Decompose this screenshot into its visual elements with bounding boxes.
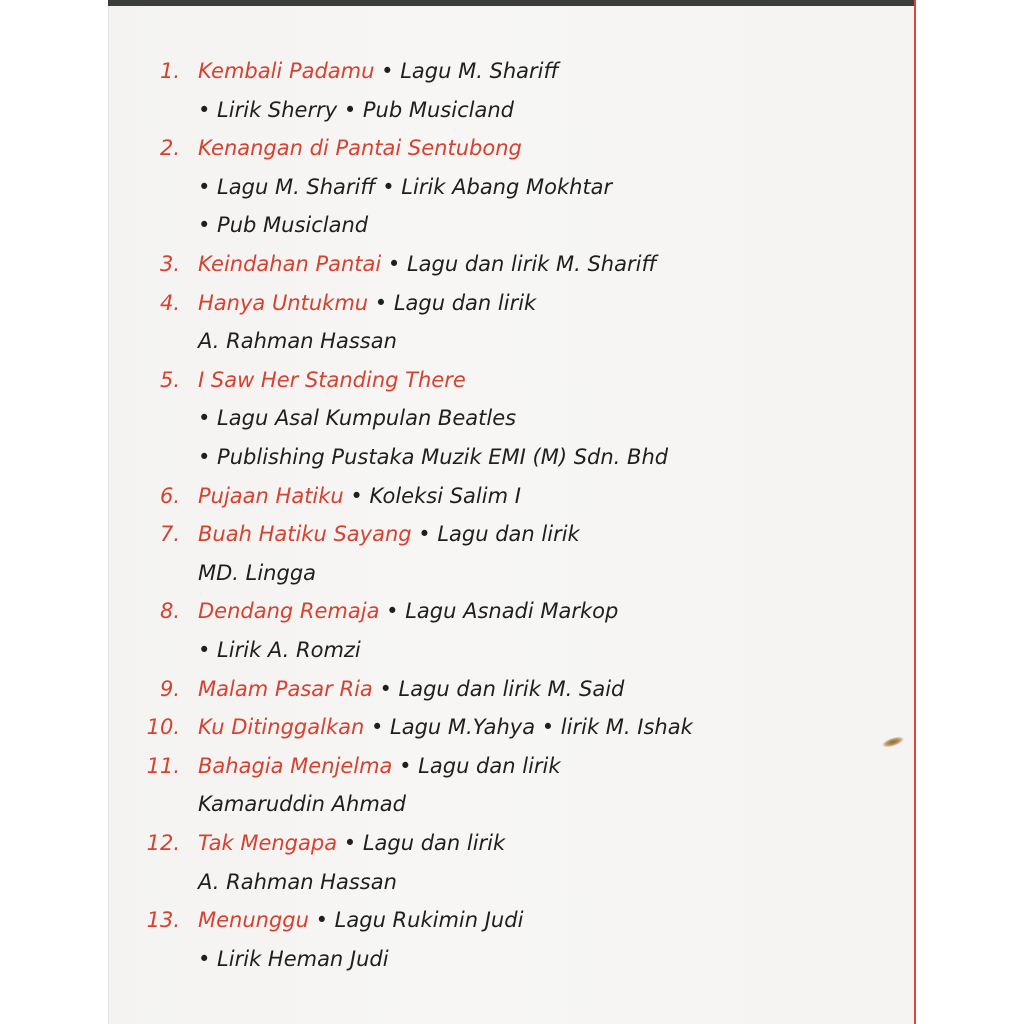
track-credits: • Lagu Rukimin Judi: [308, 908, 524, 933]
track-text: [198, 905, 523, 935]
track-number: 10.: [146, 715, 180, 740]
track-title: Dendang Remaja: [198, 599, 380, 624]
right-edge-band: [914, 0, 1024, 1024]
track-number: 1.: [159, 59, 180, 83]
track-title: I Saw Her Standing There: [198, 367, 466, 392]
track-title: Tak Mengapa: [198, 831, 338, 855]
track-number: 3.: [159, 252, 180, 276]
track-credit-text: • Publishing Pustaka Muzik EMI (M) Sdn. Bhd: [198, 445, 669, 469]
track-credits: • Lagu M. Shariff: [374, 59, 559, 83]
track-text: [198, 751, 561, 781]
track-credits: • Koleksi Salim I: [343, 483, 521, 508]
track-credits: • Lagu Asnadi Markop: [379, 599, 619, 624]
track-text: [198, 56, 559, 86]
track-credits: • Lagu dan lirik: [337, 831, 506, 855]
track-credit-text: MD. Lingga: [198, 560, 317, 585]
track-text: [198, 133, 522, 163]
track-credits: • Lagu dan lirik: [411, 522, 580, 547]
track-text: [198, 249, 657, 279]
track-number: 13.: [146, 908, 180, 933]
track-credit-text: A. Rahman Hassan: [198, 329, 397, 354]
left-margin: [0, 0, 108, 1024]
track-title: Menunggu: [198, 908, 309, 933]
track-title: Keindahan Pantai: [198, 252, 382, 276]
track-title: Ku Ditinggalkan: [198, 715, 365, 740]
track-number: 8.: [159, 599, 180, 624]
track-number: 11.: [146, 753, 180, 778]
track-credit-text: • Lagu M. Shariff • Lirik Abang Mokhtar: [198, 174, 613, 199]
track-title: Kenangan di Pantai Sentubong: [198, 136, 522, 161]
top-edge-band: [108, 0, 914, 6]
track-number: 2.: [159, 136, 180, 161]
track-credit-text: • Pub Musicland: [198, 213, 369, 238]
track-credits: • Lagu dan lirik M. Said: [372, 676, 625, 701]
track-text: [198, 288, 536, 318]
track-number: 12.: [146, 831, 180, 855]
track-title: Malam Pasar Ria: [198, 676, 373, 701]
track-credit-text: • Lagu Asal Kumpulan Beatles: [198, 406, 517, 431]
track-number: 7.: [159, 522, 180, 547]
track-number: 5.: [159, 367, 180, 392]
track-text: [198, 519, 580, 549]
track-number: 9.: [159, 676, 180, 701]
track-number: 6.: [159, 483, 180, 508]
track-title: Pujaan Hatiku: [198, 483, 344, 508]
track-title: Buah Hatiku Sayang: [198, 522, 412, 547]
track-text: [198, 674, 624, 704]
track-text: [198, 596, 618, 626]
track-credit-text: • Lirik A. Romzi: [198, 638, 361, 662]
track-title: Bahagia Menjelma: [198, 753, 393, 778]
track-text: [198, 365, 466, 395]
track-credit-text: • Lirik Heman Judi: [198, 946, 389, 971]
track-credits: • Lagu dan lirik: [392, 753, 561, 778]
track-credits: • Lagu dan lirik M. Shariff: [381, 252, 657, 276]
track-number: 4.: [159, 290, 180, 315]
track-title: Hanya Untukmu: [198, 290, 369, 315]
track-credit-text: A. Rahman Hassan: [198, 869, 397, 894]
track-credits: • Lagu M.Yahya • lirik M. Ishak: [364, 715, 693, 740]
track-credits: • Lagu dan lirik: [368, 290, 537, 315]
track-text: [198, 828, 505, 858]
track-text: [198, 712, 693, 742]
track-credit-text: Kamaruddin Ahmad: [198, 792, 406, 817]
track-credit-text: • Lirik Sherry • Pub Musicland: [198, 97, 514, 122]
track-title: Kembali Padamu: [198, 59, 375, 83]
track-text: [198, 481, 521, 511]
